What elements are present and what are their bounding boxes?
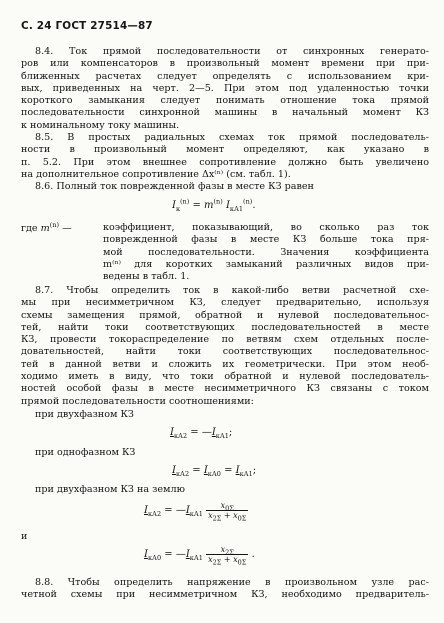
conjunction-and: и: [21, 531, 28, 542]
formula-zero-sequence: $I_{кА0}$ = $—I_{кА1}$ $\frac{x_{2\Sigma}}{x_{2\Sigma} + x_{0\Sigma}}$ .: [144, 545, 255, 567]
text-line: последовательности синхронной машины в начальный момент КЗ: [21, 107, 429, 119]
text-line: 8.7. Чтобы определить ток в какой-либо ветви расчетной схе-: [35, 285, 429, 296]
text-line: тей, найти токи соответствующих последовательностей в месте: [21, 321, 429, 333]
text-line: короткого замыкания следует понимать отношение тока прямой: [21, 95, 429, 107]
formula-two-phase: $I_{кА2}$ = $—I_{кА1}$;: [170, 427, 233, 440]
text-line: четной схемы при несимметричном КЗ, необходимо предваритель-: [21, 589, 429, 601]
formula-negative-sequence: $I_{кА2}$ = $—I_{кА1}$ $\frac{x_{0\Sigma}}{x_{2\Sigma} + x_{0\Sigma}}$: [144, 501, 247, 523]
where-label: где $m^{(n)}$ —: [21, 220, 72, 234]
text-line: 8.8. Чтобы определить напряжение в произвольном узле рас-: [35, 577, 429, 588]
text-line: 8.4. Ток прямой последовательности от синхронных генерато-: [35, 46, 429, 57]
text-line: мой последовательности. Значения коэффициента: [103, 246, 429, 258]
text-line: m⁽ⁿ⁾ для коротких замыканий различных видов при-: [103, 258, 429, 270]
case-two-phase-ground: при двухфазном КЗ на землю: [35, 484, 185, 495]
paragraph-8-6: [21, 181, 429, 193]
text-line: коэффициент, показывающий, во сколько раз ток: [103, 222, 429, 233]
paragraph-8-5: [21, 132, 429, 181]
text-line: вых, приведенных на черт. 2—5. При этом под удаленностью точки: [21, 82, 429, 94]
text-line: на дополнительное сопротивление Δx⁽ⁿ⁾ (см. табл. 1).: [21, 168, 291, 180]
text-line: 8.6. Полный ток поврежденной фазы в месте КЗ равен: [35, 181, 314, 192]
text-line: ведены в табл. 1.: [103, 271, 190, 283]
where-definition: [103, 222, 429, 283]
text-line: ров или компенсаторов в произвольный момент времени при при-: [21, 58, 429, 70]
text-line: довательностей, найти токи соответствующих последовательнос-: [21, 346, 429, 358]
text-line: мы при несимметричном КЗ, следует предварительно, используя: [21, 297, 429, 309]
paragraph-8-8: [21, 577, 429, 602]
text-line: 8.5. В простых радиальных схемах ток прямой последователь-: [35, 132, 429, 143]
text-line: ближенных расчетах следует определять с использованием кри-: [21, 70, 429, 82]
case-single-phase: при однофазном КЗ: [35, 447, 136, 458]
formula-full-fault-current: $I_к^{(n)} = m^{(n)}$ $I_{кА1}^{(n)}$.: [172, 197, 256, 213]
text-line: ности в произвольный момент определяют, как указано в: [21, 144, 429, 156]
text-line: к номинальному току машины.: [21, 119, 180, 131]
case-two-phase: при двухфазном КЗ: [35, 409, 134, 420]
text-line: тей в данной ветви и сложить их геометрически. При этом необ-: [21, 358, 429, 370]
paragraph-8-7: [21, 285, 429, 408]
text-line: поврежденной фазы в месте КЗ больше тока пря-: [103, 234, 429, 246]
text-line: схемы замещения прямой, обратной и нулевой последовательнос-: [21, 309, 429, 321]
text-line: ходимо иметь в виду, что токи обратной и нулевой последователь-: [21, 371, 429, 383]
text-line: ностей особой фазы в месте несимметричного КЗ связаны с током: [21, 383, 429, 395]
formula-single-phase: $I_{кА2} = I_{кА0} = I_{кА1}$;: [172, 465, 257, 478]
text-line: КЗ, провести токораспределение по ветвям схем отдельных после-: [21, 334, 429, 346]
text-line: п. 5.2. При этом внешнее сопротивление должно быть увеличено: [21, 156, 429, 168]
page-header: С. 24 ГОСТ 27514—87: [21, 20, 153, 32]
text-line: прямой последовательности соотношениями:: [21, 395, 254, 407]
paragraph-8-4: [21, 46, 429, 132]
